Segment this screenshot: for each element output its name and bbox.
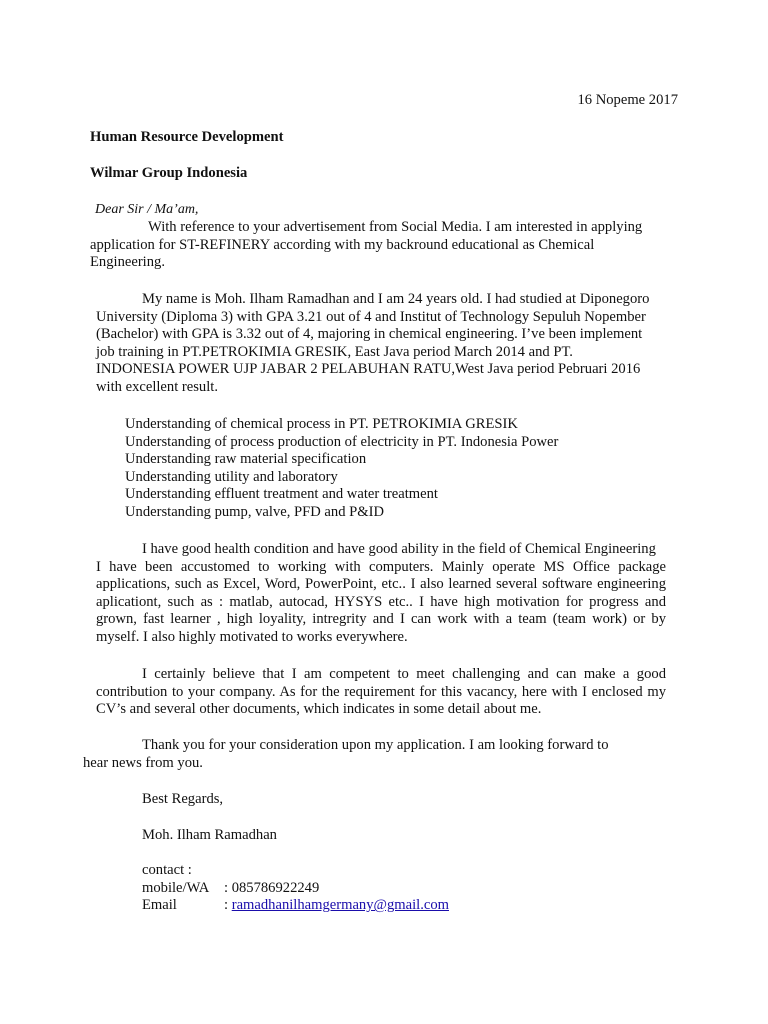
skills-list-item: Understanding of process production of electricity in PT. Indonesia Power: [125, 433, 559, 450]
email-label: Email: [142, 897, 177, 914]
email-colon: :: [224, 897, 232, 914]
paragraph-line: (Bachelor) with GPA is 3.32 out of 4, majoring in chemical engineering. I’ve been implement: [96, 326, 643, 343]
contact-email-row: [142, 897, 449, 915]
closing: Best Regards,: [142, 791, 224, 807]
paragraph-line: INDONESIA POWER UJP JABAR 2 PELABUHAN RATU,West Java period Pebruari 2016: [96, 361, 641, 378]
paragraph-line: With reference to your advertisement from Social Media. I am interested in applying: [148, 219, 643, 235]
paragraph-line: hear news from you.: [83, 754, 203, 771]
mobile-value: : 085786922249: [224, 879, 320, 896]
email-link[interactable]: ramadhanilhamgermany@gmail.com: [231, 897, 449, 914]
contact-block: [142, 862, 449, 915]
contact-heading: contact :: [142, 862, 192, 878]
sender-name: Moh. Ilham Ramadhan: [142, 827, 277, 843]
paragraph-line: myself. I also highly motivated to works everywhere.: [96, 628, 408, 645]
paragraph-line: application for ST-REFINERY according with my backround educational as Chemical: [90, 236, 595, 253]
skills-list: [125, 416, 558, 522]
paragraph-intro: [90, 219, 680, 272]
paragraph-line: contribution to your company. As for the requirement for this vacancy, here with I enclosed my: [96, 683, 666, 700]
paragraph-line: Engineering.: [90, 254, 165, 271]
contact-mobile-row: [142, 880, 449, 898]
paragraph-competence: [96, 666, 666, 719]
paragraph-line: Thank you for your consideration upon my application. I am looking forward to: [142, 737, 609, 753]
skills-list-item: Understanding of chemical process in PT. PETROKIMIA GRESIK: [125, 416, 518, 432]
recipient-department: Human Resource Development: [90, 129, 284, 145]
mobile-label: mobile/WA: [142, 879, 210, 896]
paragraph-line: I have been accustomed to working with computers. Mainly operate MS Office package: [96, 558, 666, 575]
skills-list-item: Understanding raw material specification: [125, 451, 367, 468]
paragraph-line: CV’s and several other documents, which indicates in some detail about me.: [96, 701, 542, 718]
paragraph-thanks: [83, 737, 609, 772]
paragraph-line: University (Diploma 3) with GPA 3.21 out of 4 and Institut of Technology Sepuluh Nopember: [96, 308, 646, 325]
paragraph-line: I have good health condition and have good ability in the field of Chemical Engineering: [142, 541, 656, 557]
paragraph-line: I certainly believe that I am competent to meet challenging and can make a good: [142, 666, 666, 682]
paragraph-background: [96, 291, 686, 397]
paragraph-abilities: [96, 541, 666, 647]
recipient-company: Wilmar Group Indonesia: [90, 165, 248, 181]
skills-list-item: Understanding pump, valve, PFD and P&ID: [125, 503, 385, 520]
paragraph-line: My name is Moh. Ilham Ramadhan and I am 24 years old. I had studied at Diponegoro: [142, 291, 650, 307]
paragraph-line: applications, such as Excel, Word, PowerPoint, etc.. I also learned several software engineering: [96, 576, 666, 593]
skills-list-item: Understanding effluent treatment and water treatment: [125, 486, 438, 503]
paragraph-line: grown, fast learner , high loyality, intregrity and I can work with a team (team work) or by: [96, 611, 666, 628]
letter-date: 16 Nopeme 2017: [577, 92, 678, 108]
skills-list-item: Understanding utility and laboratory: [125, 468, 338, 485]
paragraph-line: job training in PT.PETROKIMIA GRESIK, East Java period March 2014 and PT.: [96, 343, 573, 360]
salutation: Dear Sir / Ma’am,: [95, 202, 199, 217]
paragraph-line: aplicationt, such as : matlab, autocad, HYSYS etc.. I have high motivation for progress and: [96, 593, 666, 610]
paragraph-line: with excellent result.: [96, 378, 218, 395]
